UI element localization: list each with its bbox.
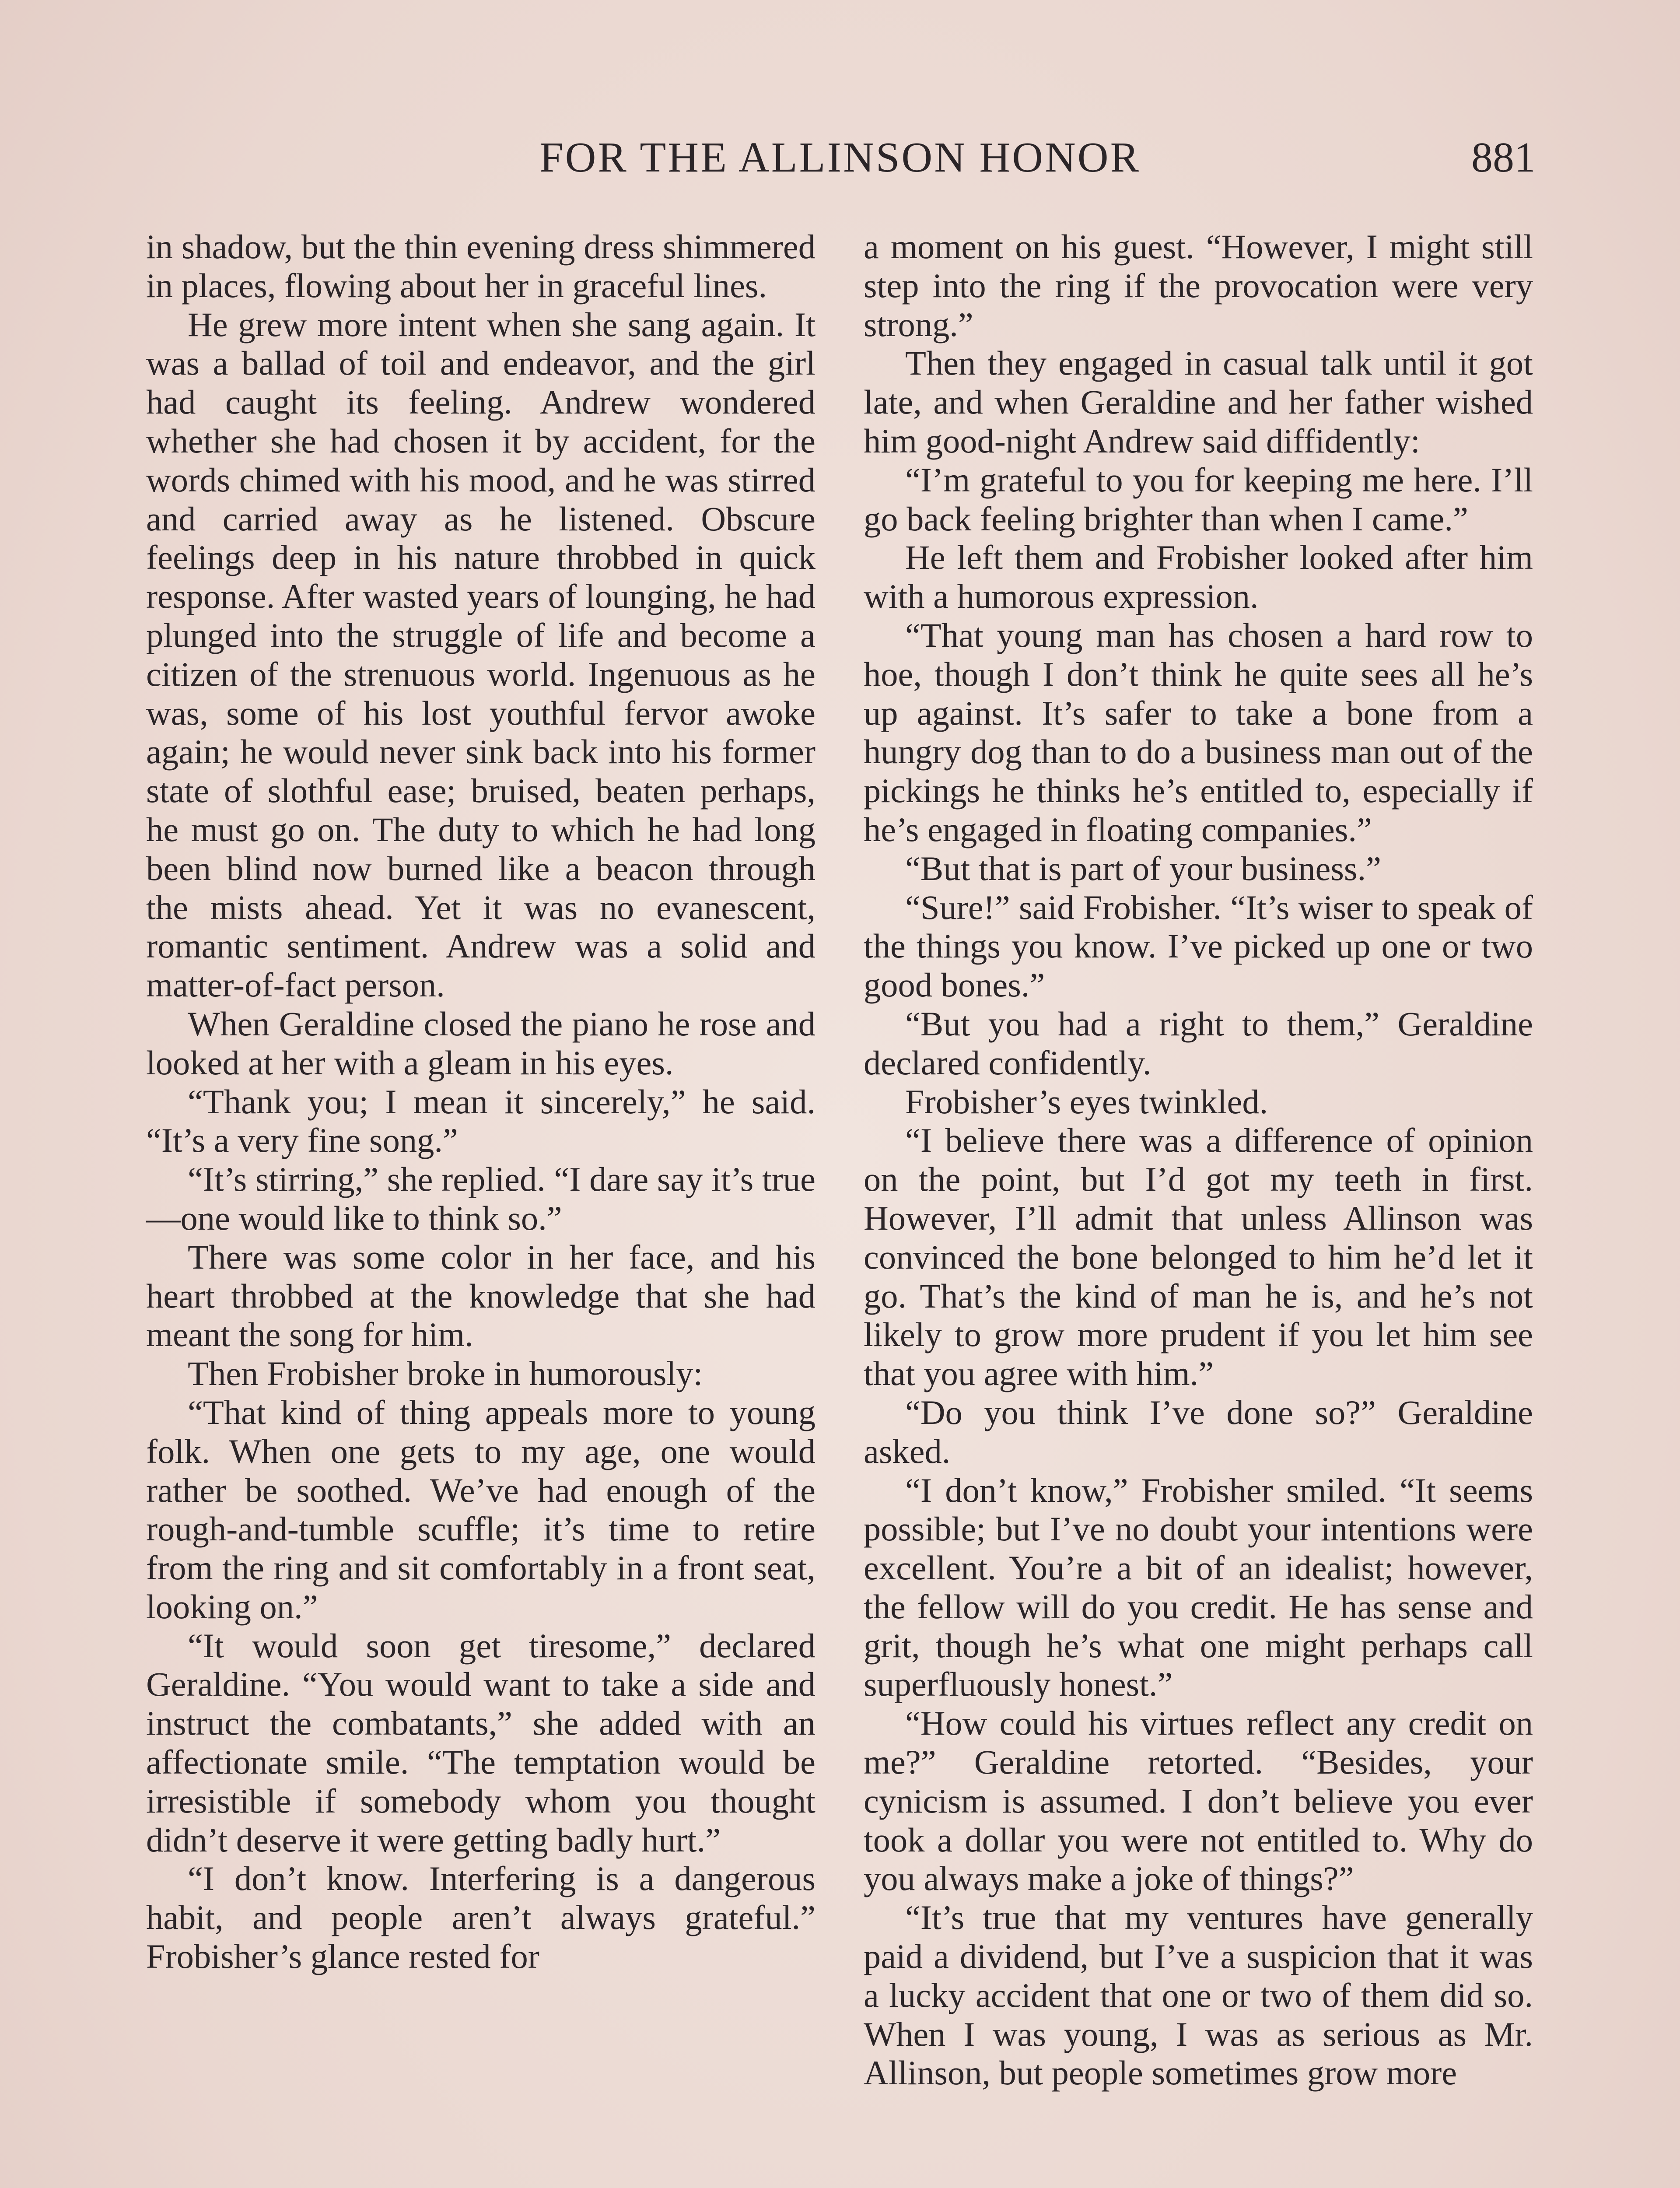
paragraph: He grew more intent when she sang again. It was a ballad of toil and endeavor, and the girl had caught its feeling. Andrew wondered whether she had chosen it by accident, for the words chimed with his mood, and he was stirred and carried away as he listened. Obscure feelings deep in his nature throbbed in quick response. After wasted years of lounging, he had plunged into the struggle of life and become a citizen of the strenuous world. Ingenuous as he was, some of his lost youthful fervor awoke again; he would never sink back into his former state of slothful ease; bruised, beaten perhaps, he must go on. The duty to which he had long been blind now burned like a beacon through the mists ahead. Yet it was no evanescent, romantic sentiment. Andrew was a solid and matter-of-fact person. — [146, 305, 816, 1004]
paragraph: “I believe there was a difference of opinion on the point, but I’d got my teeth in first. However, I’ll admit that unless Allinson was convinced the bone belonged to him he’d let it go. That’s the kind of man he is, and he’s not likely to grow more prudent if you let him see that you agree with him.” — [864, 1121, 1533, 1393]
paragraph: “It’s true that my ventures have generally paid a dividend, but I’ve a suspicion that it was a lucky accident that one or two of them did so. When I was young, I was as serious as Mr. Allinson, but people sometimes grow more — [864, 1898, 1533, 2092]
paragraph: “Thank you; I mean it sincerely,” he said. “It’s a very fine song.” — [146, 1082, 816, 1160]
paragraph: When Geraldine closed the piano he rose and looked at her with a gleam in his eyes. — [146, 1004, 816, 1082]
paragraph: “How could his virtues reflect any credit on me?” Geraldine retorted. “Besides, your cynicism is assumed. I don’t believe you ever took a dollar you were not entitled to. Why do you always make a joke of things?” — [864, 1704, 1533, 1898]
paragraph: “Do you think I’ve done so?” Geraldine asked. — [864, 1393, 1533, 1470]
paragraph: a moment on his guest. “However, I might still step into the ring if the provocation were very strong.” — [864, 228, 1533, 344]
paragraph: He left them and Frobisher looked after him with a humorous expression. — [864, 538, 1533, 616]
paragraph: Then Frobisher broke in humorously: — [188, 1354, 703, 1393]
paragraph: Frobisher’s eyes twinkled. — [905, 1082, 1268, 1121]
paragraph: “It’s stirring,” she replied. “I dare say it’s true—one would like to think so.” — [146, 1160, 816, 1237]
paragraph: “That young man has chosen a hard row to hoe, though I don’t think he quite sees all he’s up against. It’s safer to take a bone from a hungry dog than to do a business man out of the pickings he thinks he’s entitled to, especially if he’s engaged in floating companies.” — [864, 616, 1533, 849]
paragraph: Then they engaged in casual talk until it got late, and when Geraldine and her father wished him good-night Andrew said diffidently: — [864, 344, 1533, 460]
paragraph: “It would soon get tiresome,” declared Geraldine. “You would want to take a side and instruct the combatants,” she added with an affectionate smile. “The temptation would be irresistible if somebody whom you thought didn’t deserve it were getting badly hurt.” — [146, 1626, 816, 1859]
page-number: 881 — [1471, 134, 1536, 181]
paragraph: “I’m grateful to you for keeping me here. I’ll go back feeling brighter than when I came.” — [864, 460, 1533, 538]
right-column — [864, 228, 1533, 2093]
paragraph: “I don’t know. Interfering is a dangerous habit, and people aren’t always grateful.” Frobisher’s glance rested for — [146, 1859, 816, 1976]
paragraph: “I don’t know,” Frobisher smiled. “It seems possible; but I’ve no doubt your intentions were excellent. You’re a bit of an idealist; however, the fellow will do you credit. He has sense and grit, though he’s what one might perhaps call superfluously honest.” — [864, 1471, 1533, 1704]
paragraph: in shadow, but the thin evening dress shimmered in places, flowing about her in graceful lines. — [146, 228, 816, 305]
paragraph: “But you had a right to them,” Geraldine declared confidently. — [864, 1004, 1533, 1082]
running-title: FOR THE ALLINSON HONOR — [539, 134, 1141, 181]
paragraph: “But that is part of your business.” — [905, 849, 1381, 887]
paragraph: “That kind of thing appeals more to young folk. When one gets to my age, one would rather be soothed. We’ve had enough of the rough-and-tumble scuffle; it’s time to retire from the ring and sit comfortably in a front seat, looking on.” — [146, 1393, 816, 1626]
running-head — [144, 127, 1536, 188]
paragraph: “Sure!” said Frobisher. “It’s wiser to speak of the things you know. I’ve picked up one or two good bones.” — [864, 888, 1533, 1004]
paragraph: There was some color in her face, and his heart throbbed at the knowledge that she had meant the song for him. — [146, 1238, 816, 1354]
left-column — [146, 228, 816, 1976]
